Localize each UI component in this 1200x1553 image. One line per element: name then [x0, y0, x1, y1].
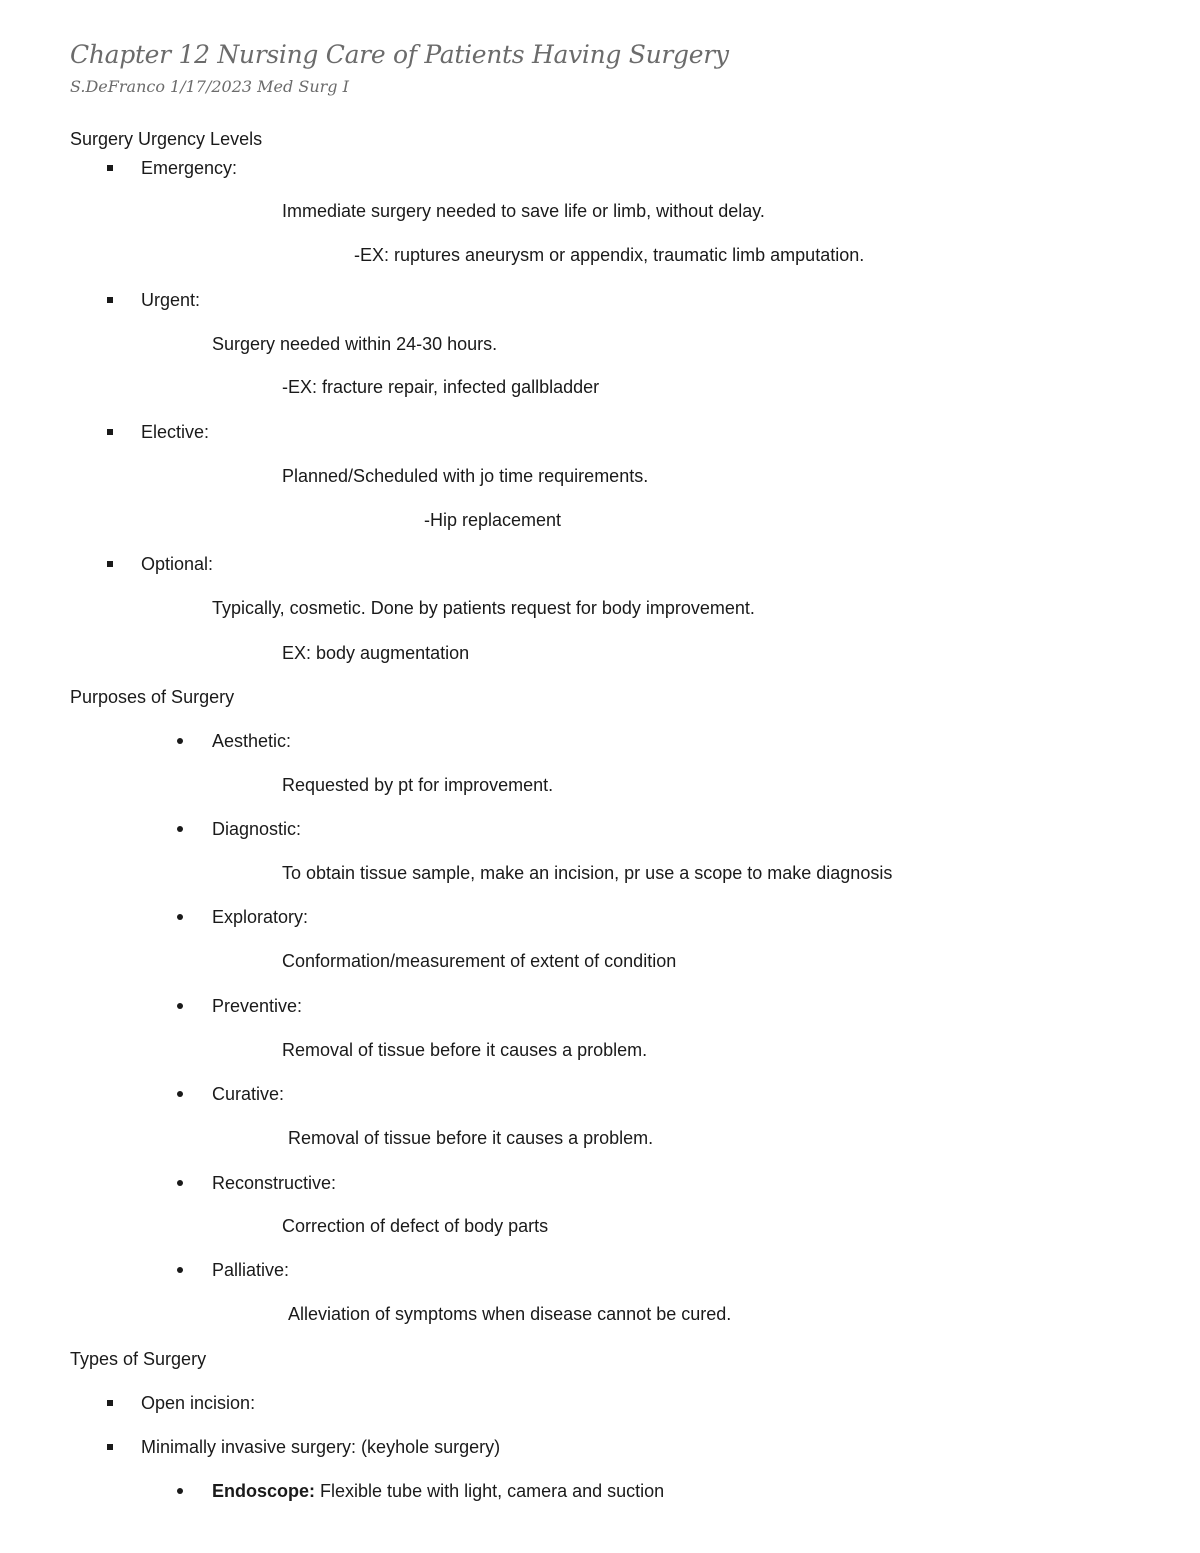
square-bullet-icon — [107, 429, 113, 435]
optional-description: Typically, cosmetic. Done by patients request for body improvement. — [212, 598, 755, 618]
purpose-description: Alleviation of symptoms when disease cannot be cured. — [288, 1304, 732, 1324]
purpose-label: Reconstructive: — [212, 1173, 337, 1193]
purpose-label: Preventive: — [212, 996, 303, 1016]
optional-label: Optional: — [141, 554, 214, 574]
urgent-label: Urgent: — [141, 290, 201, 310]
emergency-label: Emergency: — [141, 158, 238, 178]
round-bullet-icon — [177, 826, 183, 832]
purpose-description: Conformation/measurement of extent of condition — [282, 951, 677, 971]
optional-example: EX: body augmentation — [282, 643, 470, 663]
round-bullet-icon — [177, 1267, 183, 1273]
endoscope-item — [212, 1480, 664, 1502]
author-date-line: S.DeFranco 1/17/2023 Med Surg I — [70, 77, 349, 96]
purpose-label: Diagnostic: — [212, 819, 302, 839]
urgent-example: -EX: fracture repair, infected gallbladder — [282, 377, 600, 397]
round-bullet-icon — [177, 738, 183, 744]
endoscope-description: Flexible tube with light, camera and suction — [315, 1481, 665, 1501]
square-bullet-icon — [107, 1444, 113, 1450]
round-bullet-icon — [177, 1003, 183, 1009]
purpose-description: Removal of tissue before it causes a problem. — [282, 1040, 648, 1060]
purpose-label: Aesthetic: — [212, 731, 292, 751]
section-heading-urgency: Surgery Urgency Levels — [70, 129, 263, 149]
square-bullet-icon — [107, 1400, 113, 1406]
open-incision-label: Open incision: — [141, 1393, 256, 1413]
page-title: Chapter 12 Nursing Care of Patients Having Surgery — [70, 40, 729, 69]
emergency-description: Immediate surgery needed to save life or limb, without delay. — [282, 201, 765, 221]
elective-description: Planned/Scheduled with jo time requirements. — [282, 466, 649, 486]
round-bullet-icon — [177, 914, 183, 920]
urgent-description: Surgery needed within 24-30 hours. — [212, 334, 498, 354]
round-bullet-icon — [177, 1488, 183, 1494]
square-bullet-icon — [107, 297, 113, 303]
purpose-description: To obtain tissue sample, make an incision, pr use a scope to make diagnosis — [282, 863, 893, 883]
elective-label: Elective: — [141, 422, 210, 442]
purpose-label: Palliative: — [212, 1260, 290, 1280]
purpose-label: Curative: — [212, 1084, 285, 1104]
section-heading-purposes: Purposes of Surgery — [70, 687, 235, 707]
square-bullet-icon — [107, 165, 113, 171]
minimally-invasive-label: Minimally invasive surgery: (keyhole surgery) — [141, 1437, 501, 1457]
square-bullet-icon — [107, 561, 113, 567]
purpose-label: Exploratory: — [212, 907, 309, 927]
section-heading-types: Types of Surgery — [70, 1349, 207, 1369]
round-bullet-icon — [177, 1091, 183, 1097]
elective-example: -Hip replacement — [424, 510, 562, 530]
purpose-description: Correction of defect of body parts — [282, 1216, 549, 1236]
purpose-description: Requested by pt for improvement. — [282, 775, 554, 795]
endoscope-term: Endoscope: — [212, 1481, 316, 1501]
purpose-description: Removal of tissue before it causes a problem. — [288, 1128, 654, 1148]
round-bullet-icon — [177, 1180, 183, 1186]
emergency-example: -EX: ruptures aneurysm or appendix, traumatic limb amputation. — [354, 245, 865, 265]
